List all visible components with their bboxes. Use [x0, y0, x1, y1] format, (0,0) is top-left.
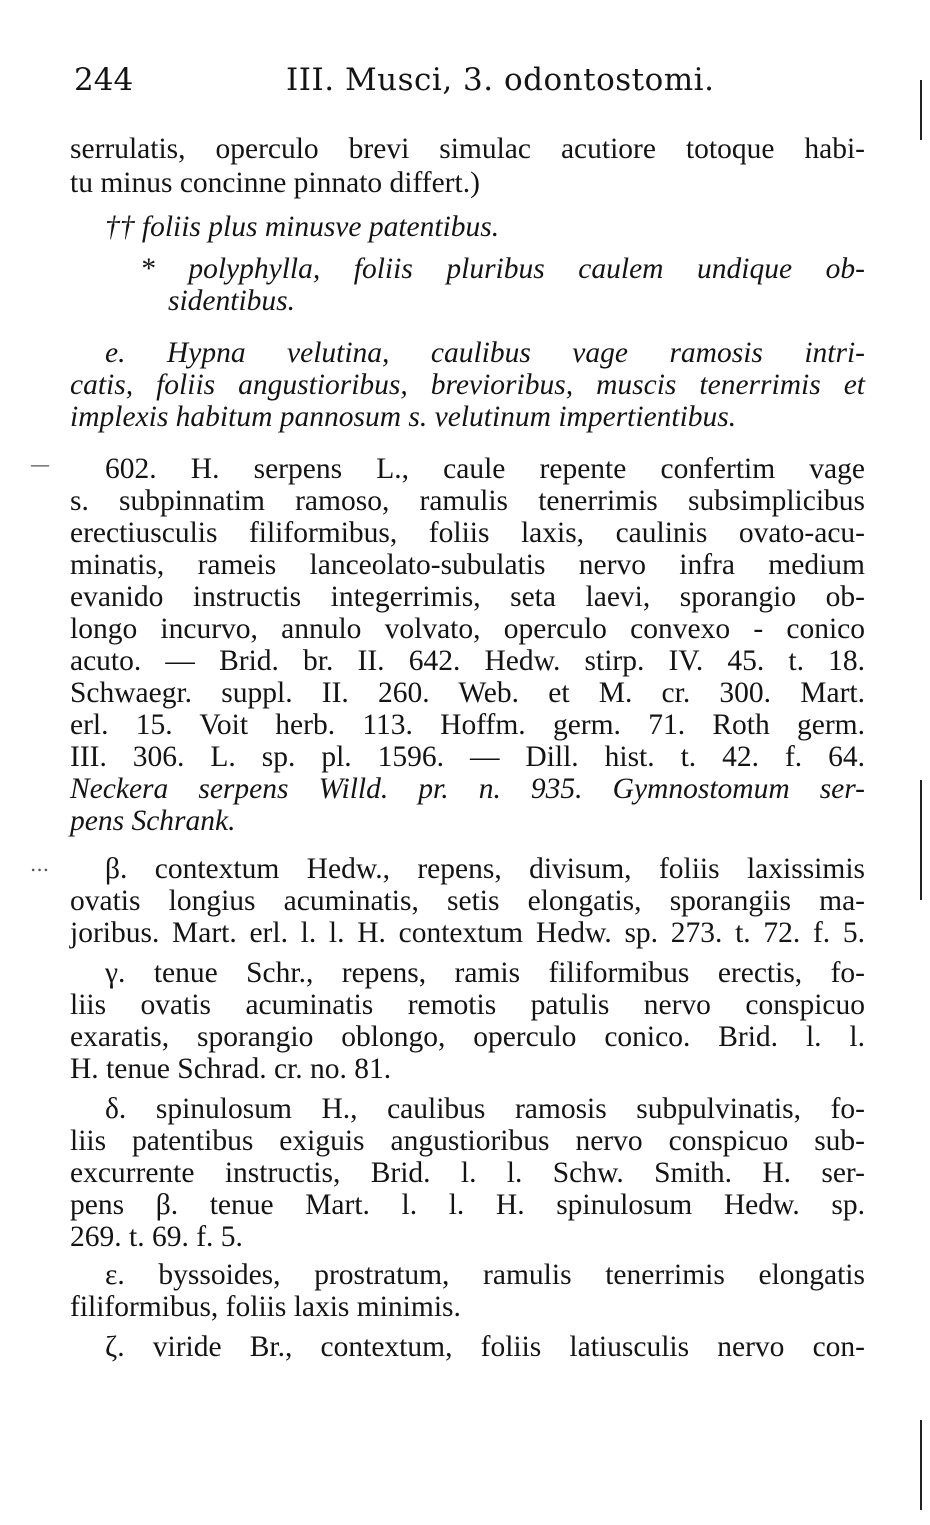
text-line: H. tenue Schrad. cr. no. 81. — [70, 1053, 392, 1085]
text-line: pens β. tenue Mart. l. l. H. spinulosum Hedw. sp. — [70, 1189, 865, 1221]
text-line: pens Schrank. — [70, 805, 236, 837]
page-edge-rule — [920, 1420, 922, 1510]
text-line: evanido instructis integerrimis, seta laevi, sporangio ob- — [70, 581, 865, 613]
text-line: excurrente instructis, Brid. l. l. Schw. Smith. H. ser- — [70, 1157, 865, 1189]
text-line: sidentibus. — [168, 285, 296, 317]
text-line: liis patentibus exiguis angustioribus nervo conspicuo sub- — [70, 1125, 865, 1157]
text-line: erl. 15. Voit herb. 113. Hoffm. germ. 71. Roth germ. — [70, 709, 865, 741]
variety-entry: γ. tenue Schr., repens, ramis filiformibus erectis, fo- — [105, 957, 865, 989]
variety-entry: δ. spinulosum H., caulibus ramosis subpulvinatis, fo- — [105, 1093, 865, 1125]
text-line: implexis habitum pannosum s. velutinum impertientibus. — [70, 401, 737, 433]
variety-entry: ζ. viride Br., contextum, foliis latiusculis nervo con- — [105, 1331, 865, 1363]
species-entry-start: 602. H. serpens L., caule repente confertim vage — [105, 453, 865, 485]
page-edge-rule — [920, 780, 922, 900]
text-line: s. subpinnatim ramoso, ramulis tenerrimis subsimplicibus — [70, 485, 865, 517]
text-line: catis, foliis angustioribus, brevioribus, muscis tenerrimis et — [70, 369, 865, 401]
text-line: exaratis, sporangio oblongo, operculo conico. Brid. l. l. — [70, 1021, 865, 1053]
text-line: joribus. Mart. erl. l. l. H. contextum Hedw. sp. 273. t. 72. f. 5. — [70, 917, 865, 949]
margin-dash: — — [30, 452, 50, 476]
text-line: III. 306. L. sp. pl. 1596. — Dill. hist. t. 42. f. 64. — [70, 741, 865, 773]
page-number: 244 — [74, 62, 134, 98]
text-line: tu minus concinne pinnato differt.) — [70, 167, 480, 199]
margin-dots: ... — [30, 852, 50, 876]
text-line: acuto. — Brid. br. II. 642. Hedw. stirp. IV. 45. t. 18. — [70, 645, 865, 677]
text-line: liis ovatis acuminatis remotis patulis nervo conspicuo — [70, 989, 865, 1021]
text-line: * polyphylla, foliis pluribus caulem undique ob- — [140, 253, 865, 285]
text-line: Neckera serpens Willd. pr. n. 935. Gymnostomum ser- — [70, 773, 865, 805]
page-edge-rule — [920, 80, 922, 140]
section-heading: †† foliis plus minusve patentibus. — [105, 211, 500, 243]
text-line: filiformibus, foliis laxis minimis. — [70, 1291, 461, 1323]
text-line: serrulatis, operculo brevi simulac acutiore totoque habi- — [70, 133, 865, 165]
page-header — [70, 62, 870, 102]
text-line: ovatis longius acuminatis, setis elongatis, sporangiis ma- — [70, 885, 865, 917]
variety-entry: β. contextum Hedw., repens, divisum, foliis laxissimis — [105, 853, 865, 885]
text-line: 269. t. 69. f. 5. — [70, 1221, 243, 1253]
section-heading: e. Hypna velutina, caulibus vage ramosis intri- — [105, 337, 865, 369]
variety-entry: ε. byssoides, prostratum, ramulis tenerrimis elongatis — [105, 1259, 865, 1291]
text-line: Schwaegr. suppl. II. 260. Web. et M. cr. 300. Mart. — [70, 677, 865, 709]
running-head: III. Musci, 3. odontostomi. — [286, 62, 715, 98]
text-line: longo incurvo, annulo volvato, operculo convexo - conico — [70, 613, 865, 645]
text-line: erectiusculis filiformibus, foliis laxis, caulinis ovato-acu- — [70, 517, 865, 549]
text-line: minatis, rameis lanceolato-subulatis nervo infra medium — [70, 549, 865, 581]
